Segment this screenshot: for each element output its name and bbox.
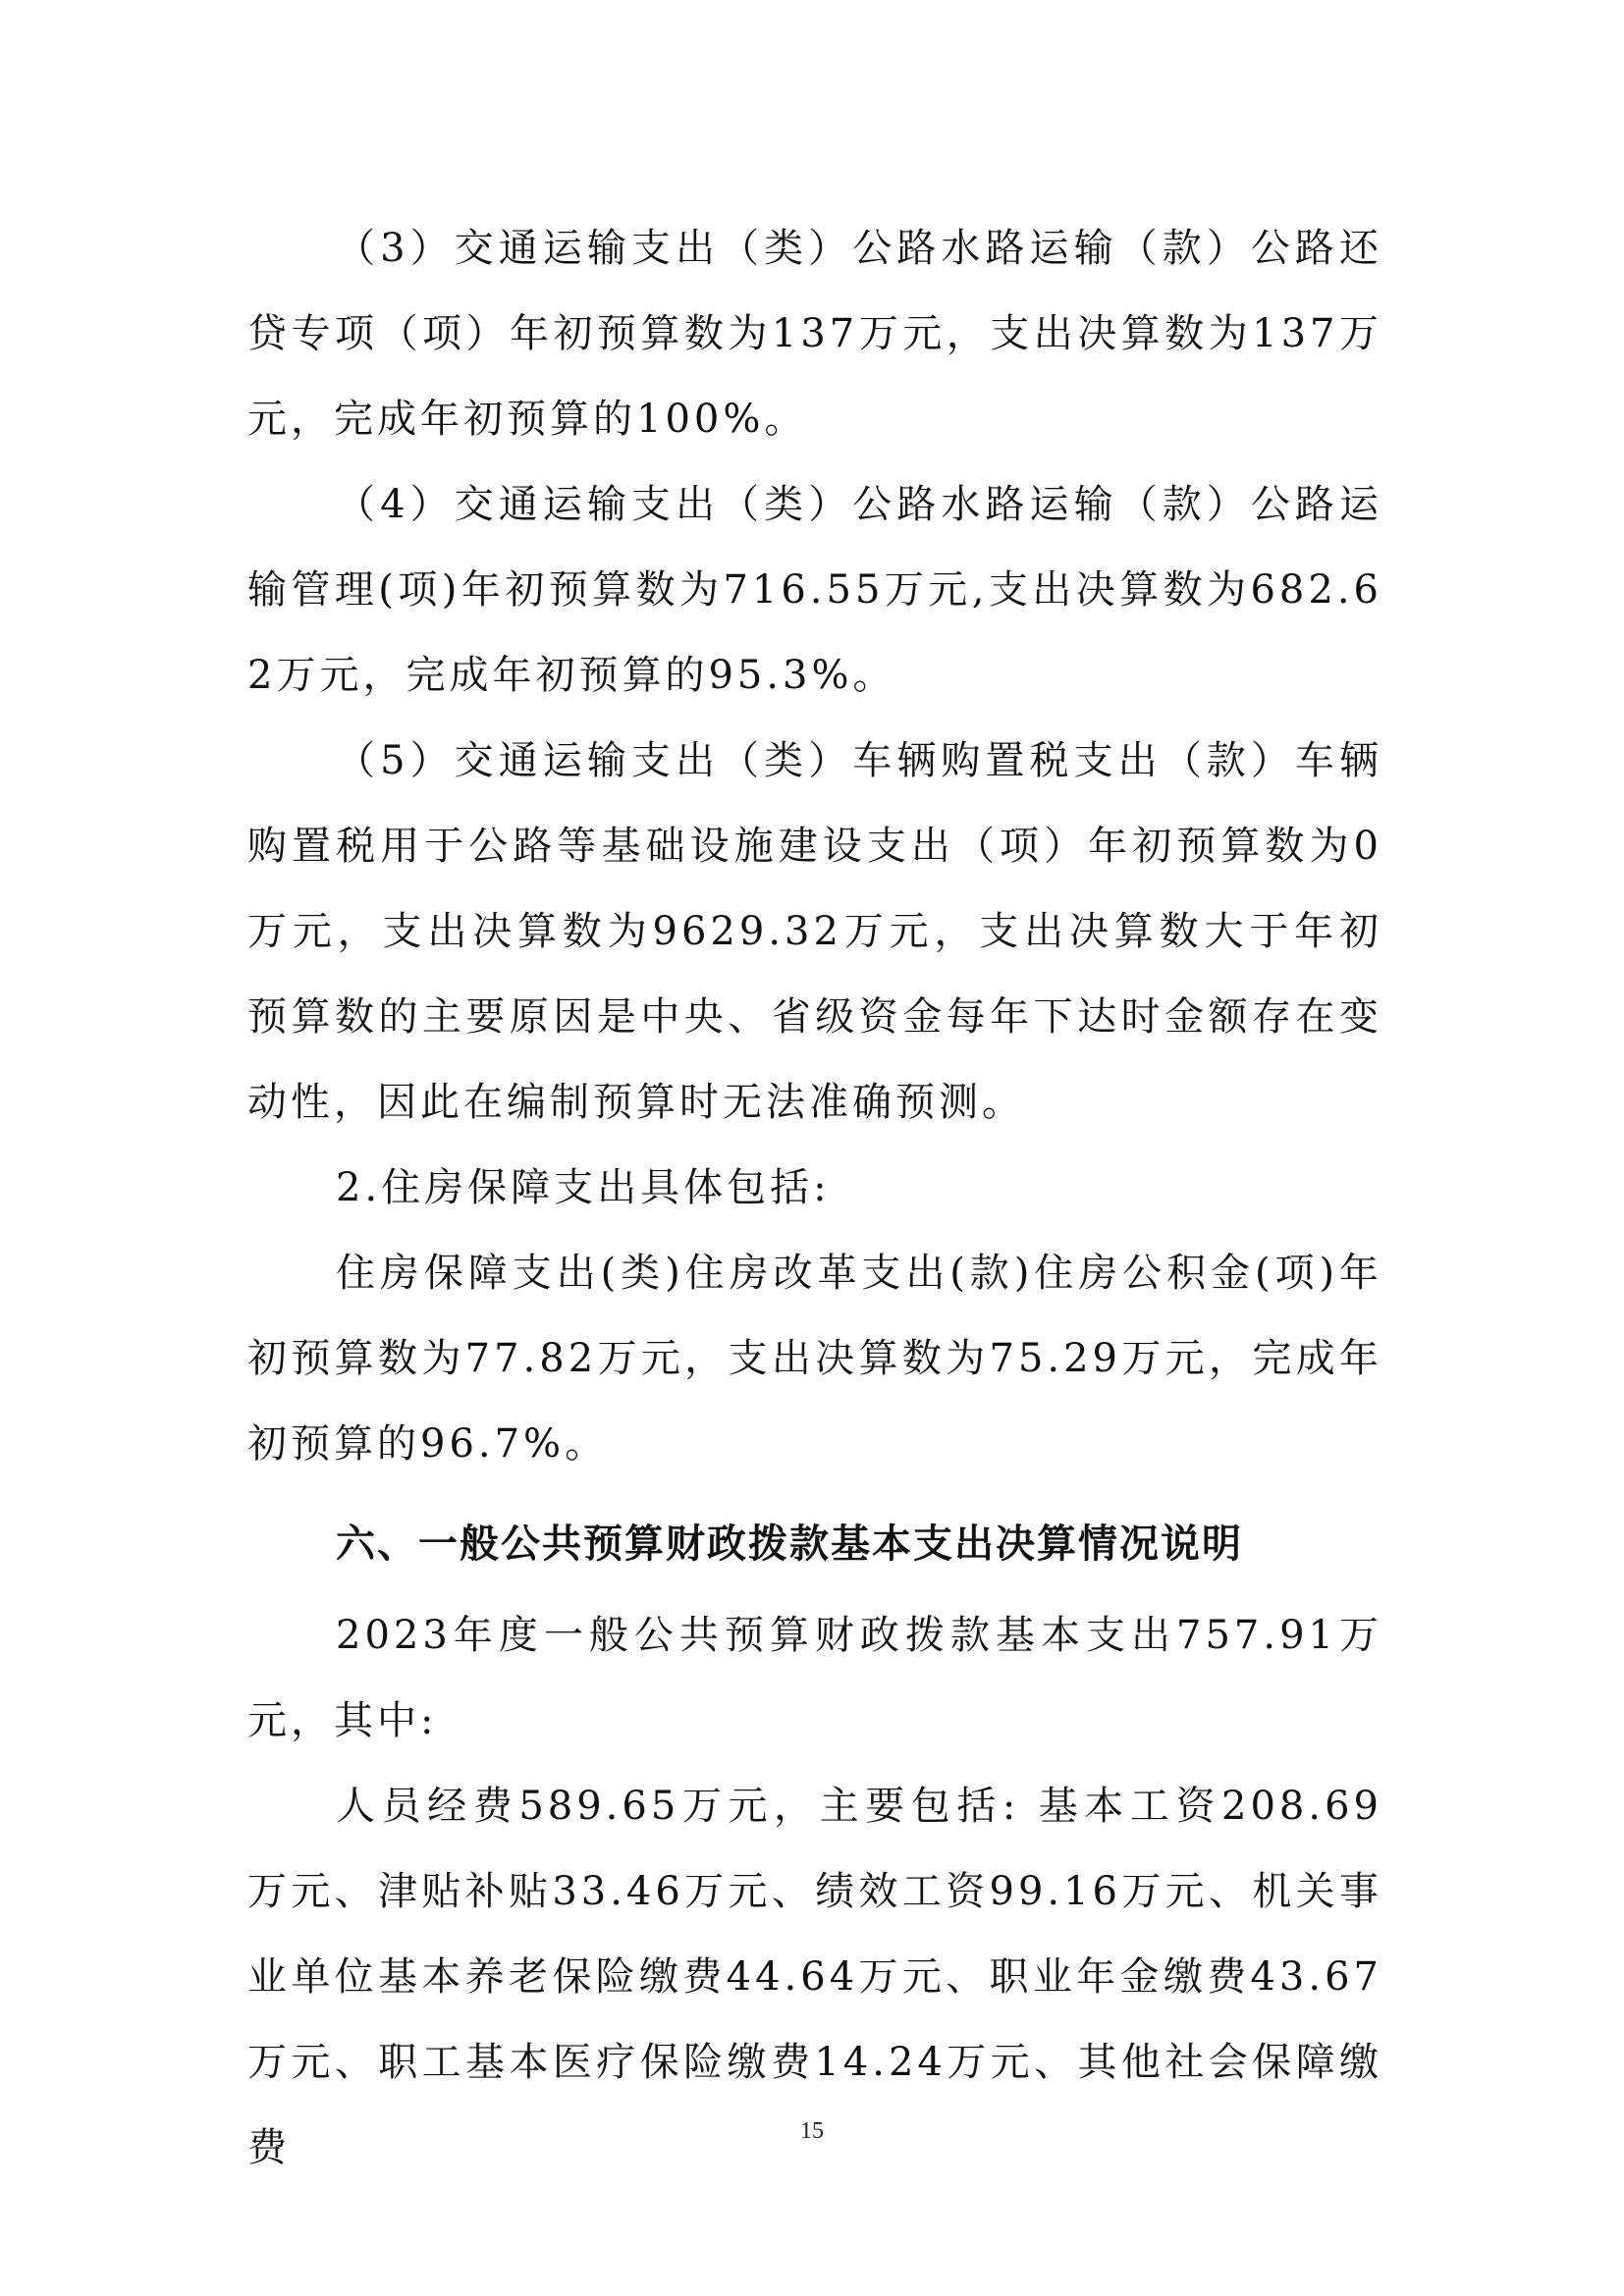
paragraph-item-4: （4）交通运输支出（类）公路水路运输（款）公路运输管理(项)年初预算数为716.55万元,支出决算数为682.62万元，完成年初预算的95.3%。 — [247, 482, 1382, 698]
page-number: 15 — [800, 2118, 824, 2144]
section-heading: 六、一般公共预算财政拨款基本支出决算情况说明 — [336, 1522, 1243, 1567]
paragraph-personnel-costs: 人员经费589.65万元，主要包括: 基本工资208.69万元、津贴补贴33.46万元、绩效工资99.16万元、机关事业单位基本养老保险缴费44.64万元、职业年金缴费43.67万元、职工基本医疗保险缴费14.24万元、其他社会保障缴费 — [247, 1784, 1382, 2170]
subsection-title-housing: 2.住房保障支出具体包括: — [336, 1165, 831, 1210]
paragraph-item-3: （3）交通运输支出（类）公路水路运输（款）公路还贷专项（项）年初预算数为137万元，支出决算数为137万元，完成年初预算的100%。 — [247, 226, 1382, 442]
paragraph-basic-expenditure: 2023年度一般公共预算财政拨款基本支出757.91万元，其中: — [247, 1613, 1382, 1743]
paragraph-item-5: （5）交通运输支出（类）车辆购置税支出（款）车辆购置税用于公路等基础设施建设支出（项）年初预算数为0万元，支出决算数为9629.32万元，支出决算数大于年初预算数的主要原因是中央、省级资金每年下达时金额存在变动性，因此在编制预算时无法准确预测。 — [247, 738, 1382, 1125]
document-body — [247, 206, 1382, 2191]
paragraph-housing: 住房保障支出(类)住房改革支出(款)住房公积金(项)年初预算数为77.82万元，支出决算数为75.29万元，完成年初预算的96.7%。 — [247, 1251, 1382, 1467]
